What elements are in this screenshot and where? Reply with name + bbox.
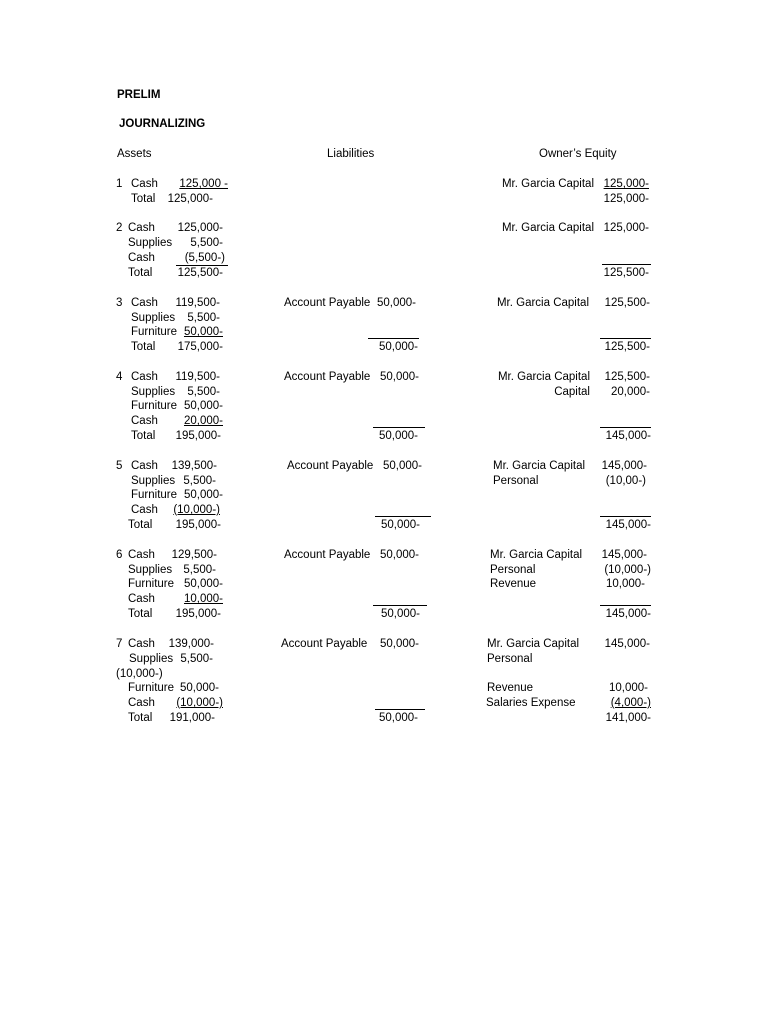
equity-total: 141,000-: [605, 712, 651, 724]
asset-label: Cash: [128, 697, 155, 709]
liability-amount: 50,000-: [382, 460, 422, 472]
entry-number: 6: [116, 549, 123, 561]
asset-label: Furniture: [131, 400, 178, 412]
underline: [600, 605, 651, 606]
equity-amount: 20,000-: [610, 386, 650, 398]
asset-amount: 10,000-: [183, 593, 223, 605]
equity-label: Mr. Garcia Capital: [487, 638, 580, 650]
asset-amount: 50,000-: [183, 326, 223, 338]
asset-label: Furniture: [128, 578, 175, 590]
equity-amount: (10,000-): [604, 564, 651, 576]
equity-amount: 145,000-: [601, 460, 647, 472]
equity-label: Mr. Garcia Capital: [501, 178, 594, 190]
asset-label: Cash: [128, 549, 155, 561]
equity-label: Revenue: [487, 682, 534, 694]
liability-label: Account Payable: [287, 460, 374, 472]
asset-total: 175,000-: [177, 341, 223, 353]
asset-total-label: Total: [128, 608, 153, 620]
asset-amount: 50,000-: [183, 578, 223, 590]
asset-label: Cash: [128, 638, 155, 650]
page-title: PRELIM: [117, 89, 161, 101]
underline: [600, 516, 651, 517]
asset-label: Supplies: [128, 564, 173, 576]
underline: [600, 338, 651, 339]
entry-number: 2: [116, 222, 123, 234]
equity-total: 125,000-: [603, 193, 649, 205]
asset-label: Cash: [131, 178, 158, 190]
assets-heading: Assets: [117, 148, 152, 160]
equity-amount: 10,000-: [608, 682, 648, 694]
asset-label: Supplies: [129, 653, 174, 665]
section-title: JOURNALIZING: [119, 118, 206, 130]
equity-total: 145,000-: [605, 608, 651, 620]
underline: [373, 427, 425, 428]
equity-label: Salaries Expense: [486, 697, 576, 709]
asset-amount: 5,500-: [183, 564, 216, 576]
asset-label: Cash: [131, 460, 158, 472]
liability-amount: 50,000-: [379, 549, 419, 561]
equity-amount: 145,000-: [604, 638, 650, 650]
asset-total: 191,000-: [169, 712, 215, 724]
asset-label: Cash: [131, 371, 158, 383]
asset-amount: 50,000-: [183, 400, 223, 412]
liability-label: Account Payable: [284, 371, 371, 383]
equity-label: Capital: [554, 386, 590, 398]
asset-amount: 119,500-: [175, 297, 220, 309]
liability-amount: 50,000-: [379, 638, 419, 650]
liability-total: 50,000-: [378, 341, 418, 353]
equity-label: Revenue: [490, 578, 537, 590]
entry-number: 3: [116, 297, 123, 309]
underline: [176, 265, 228, 266]
equity-label: Mr. Garcia Capital: [497, 371, 590, 383]
asset-amount: 5,500-: [187, 386, 220, 398]
asset-label: Supplies: [131, 312, 176, 324]
asset-label: Cash: [131, 504, 158, 516]
asset-label: Supplies: [131, 386, 176, 398]
asset-total: 125,000-: [167, 193, 213, 205]
asset-amount: 139,000-: [168, 638, 214, 650]
underline: [373, 605, 427, 606]
equity-label: Mr. Garcia Capital: [490, 549, 583, 561]
asset-total-label: Total: [128, 712, 153, 724]
equity-total: 125,500-: [604, 341, 650, 353]
equity-total: 145,000-: [605, 519, 651, 531]
entry-number: 1: [116, 178, 123, 190]
equity-label: Personal: [487, 653, 533, 665]
underline: [375, 516, 431, 517]
entry-number: 7: [116, 638, 123, 650]
entry-number: 4: [116, 371, 123, 383]
equity-total: 145,000-: [605, 430, 651, 442]
equity-label: Mr. Garcia Capital: [501, 222, 594, 234]
asset-amount: 125,000-: [177, 222, 223, 234]
asset-label: Furniture: [128, 682, 175, 694]
asset-total-label: Total: [128, 519, 153, 531]
underline: [600, 427, 651, 428]
asset-label: Cash: [128, 222, 155, 234]
asset-total: 195,000-: [175, 430, 221, 442]
equity-label: Mr. Garcia Capital: [496, 297, 589, 309]
asset-label: Supplies: [131, 475, 176, 487]
entry-number: 5: [116, 460, 123, 472]
asset-total-label: Total: [131, 193, 156, 205]
asset-amount: 20,000-: [183, 415, 223, 427]
asset-total: 195,000-: [175, 519, 221, 531]
liability-total: 50,000-: [378, 430, 418, 442]
equity-heading: Owner’s Equity: [539, 148, 617, 160]
asset-amount: 50,000-: [179, 682, 219, 694]
asset-amount: 125,000 -: [179, 178, 228, 190]
asset-label: Furniture: [131, 489, 178, 501]
equity-amount: 10,000-: [605, 578, 645, 590]
equity-amount: 125,500-: [604, 297, 650, 309]
equity-amount: 125,000-: [603, 178, 649, 190]
equity-amount: (10,00-): [605, 475, 646, 487]
asset-amount: 50,000-: [183, 489, 223, 501]
asset-amount: 5,500-: [190, 237, 223, 249]
asset-amount: 5,500-: [180, 653, 213, 665]
equity-total: 125,500-: [603, 267, 649, 279]
liability-total: 50,000-: [380, 608, 420, 620]
asset-amount: (10,000-): [116, 668, 163, 680]
asset-label: Cash: [128, 252, 155, 264]
liability-label: Account Payable: [281, 638, 368, 650]
asset-label: Furniture: [131, 326, 178, 338]
asset-total-label: Total: [131, 430, 156, 442]
asset-amount: 139,500-: [171, 460, 217, 472]
liability-label: Account Payable: [284, 297, 371, 309]
equity-amount: 145,000-: [601, 549, 647, 561]
equity-label: Personal: [493, 475, 539, 487]
underline: [368, 338, 419, 339]
asset-amount: (10,000-): [176, 697, 223, 709]
liability-amount: 50,000-: [376, 297, 416, 309]
liability-amount: 50,000-: [379, 371, 419, 383]
underline: [375, 709, 425, 710]
equity-amount: 125,500-: [604, 371, 650, 383]
asset-total-label: Total: [128, 267, 153, 279]
asset-amount: 129,500-: [171, 549, 217, 561]
asset-total: 195,000-: [175, 608, 221, 620]
equity-label: Mr. Garcia Capital: [493, 460, 586, 472]
equity-amount: 125,000-: [603, 222, 649, 234]
asset-total: 125,500-: [177, 267, 223, 279]
underline: [602, 264, 651, 265]
liability-total: 50,000-: [380, 519, 420, 531]
asset-amount: 5,500-: [187, 312, 220, 324]
liabilities-heading: Liabilities: [327, 148, 375, 160]
asset-amount: 119,500-: [175, 371, 220, 383]
equity-amount: (4,000-): [610, 697, 651, 709]
liability-label: Account Payable: [284, 549, 371, 561]
asset-total-label: Total: [131, 341, 156, 353]
asset-label: Cash: [131, 415, 158, 427]
asset-amount: 5,500-: [183, 475, 216, 487]
equity-label: Personal: [490, 564, 536, 576]
asset-label: Cash: [128, 593, 155, 605]
asset-amount: (10,000-): [173, 504, 220, 516]
asset-label: Cash: [131, 297, 158, 309]
asset-amount: (5,500-): [184, 252, 225, 264]
liability-total: 50,000-: [378, 712, 418, 724]
asset-label: Supplies: [128, 237, 173, 249]
